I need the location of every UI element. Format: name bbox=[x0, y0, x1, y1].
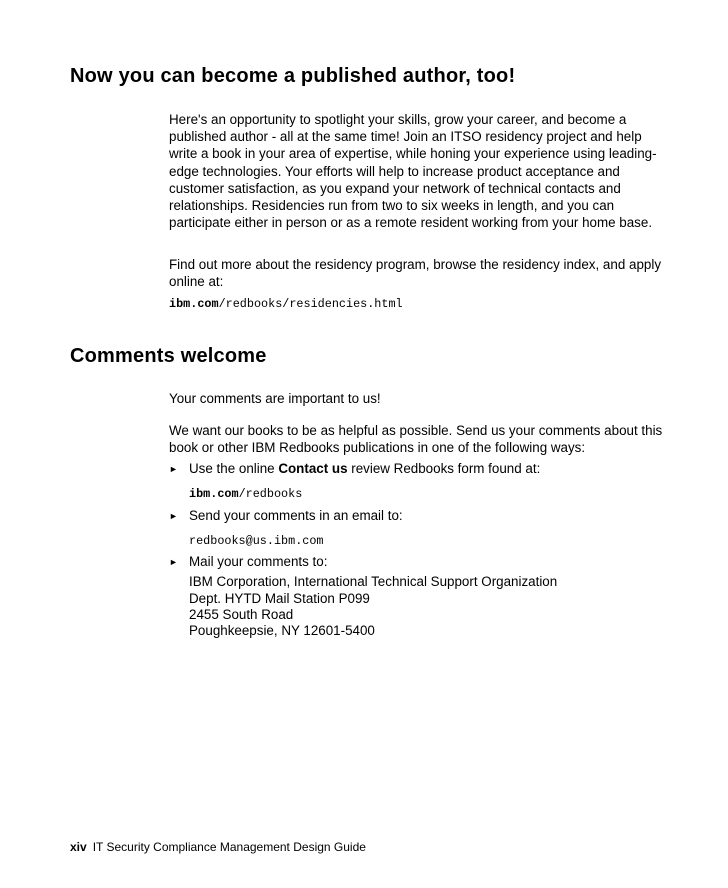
list-item-mail bbox=[169, 553, 669, 640]
email-address-link[interactable]: redbooks@us.ibm.com bbox=[189, 534, 324, 549]
address-line: Dept. HYTD Mail Station P099 bbox=[189, 590, 370, 606]
redbooks-link-paragraph bbox=[189, 484, 669, 503]
contact-us-label: Contact us bbox=[278, 461, 348, 476]
page-footer bbox=[70, 838, 366, 856]
bullet-arrow-icon: ► bbox=[169, 511, 178, 521]
online-form-text bbox=[189, 460, 669, 477]
residencies-link-path: /redbooks/residencies.html bbox=[218, 297, 403, 311]
published-author-heading: Now you can become a published author, too! bbox=[70, 65, 516, 87]
bullet-arrow-icon: ► bbox=[169, 464, 178, 474]
residencies-link-paragraph bbox=[169, 294, 669, 313]
comments-welcome-heading: Comments welcome bbox=[70, 345, 267, 367]
mailing-address bbox=[189, 574, 669, 640]
list-item-online-form bbox=[169, 460, 669, 507]
residency-intro-paragraph: Here's an opportunity to spotlight your skills, grow your career, and become a published author - all at the same time! Join an ITSO residency project and help write a book in your area of expertise, while honing your experience using leading-edge technologies. Your efforts will help to increase product acceptance and customer satisfaction, as you expand your network of technical contacts and relationships. Residencies run from two to six weeks in length, and you can participate either in person or as a remote resident working from your home base. bbox=[169, 112, 657, 231]
redbooks-link[interactable] bbox=[189, 487, 302, 501]
address-line: Poughkeepsie, NY 12601-5400 bbox=[189, 623, 375, 639]
comments-ways-paragraph: We want our books to be as helpful as possible. Send us your comments about this book or other IBM Redbooks publications in one of the following ways: bbox=[169, 423, 663, 456]
redbooks-link-domain: ibm.com bbox=[189, 487, 239, 502]
address-line: 2455 South Road bbox=[189, 607, 294, 623]
residency-program-paragraph: Find out more about the residency program, browse the residency index, and apply online at: bbox=[169, 257, 662, 290]
redbooks-link-path: /redbooks bbox=[238, 487, 303, 502]
residencies-link[interactable] bbox=[169, 297, 403, 311]
residencies-link-domain: ibm.com bbox=[169, 297, 219, 311]
email-address-paragraph bbox=[189, 531, 669, 550]
mail-text: Mail your comments to: bbox=[189, 554, 328, 569]
book-title: IT Security Compliance Management Design Guide bbox=[92, 840, 366, 854]
email-text: Send your comments in an email to: bbox=[189, 508, 403, 523]
bullet-arrow-icon: ► bbox=[169, 557, 178, 567]
online-text-before: Use the online bbox=[189, 461, 279, 476]
online-text-after: review Redbooks form found at: bbox=[347, 461, 541, 476]
page-number: xiv bbox=[70, 840, 87, 854]
address-line: IBM Corporation, International Technical Support Organization bbox=[189, 574, 558, 590]
list-item-email bbox=[169, 507, 669, 553]
comment-methods-list bbox=[169, 460, 669, 640]
comments-intro-text: Your comments are important to us! bbox=[169, 391, 381, 406]
